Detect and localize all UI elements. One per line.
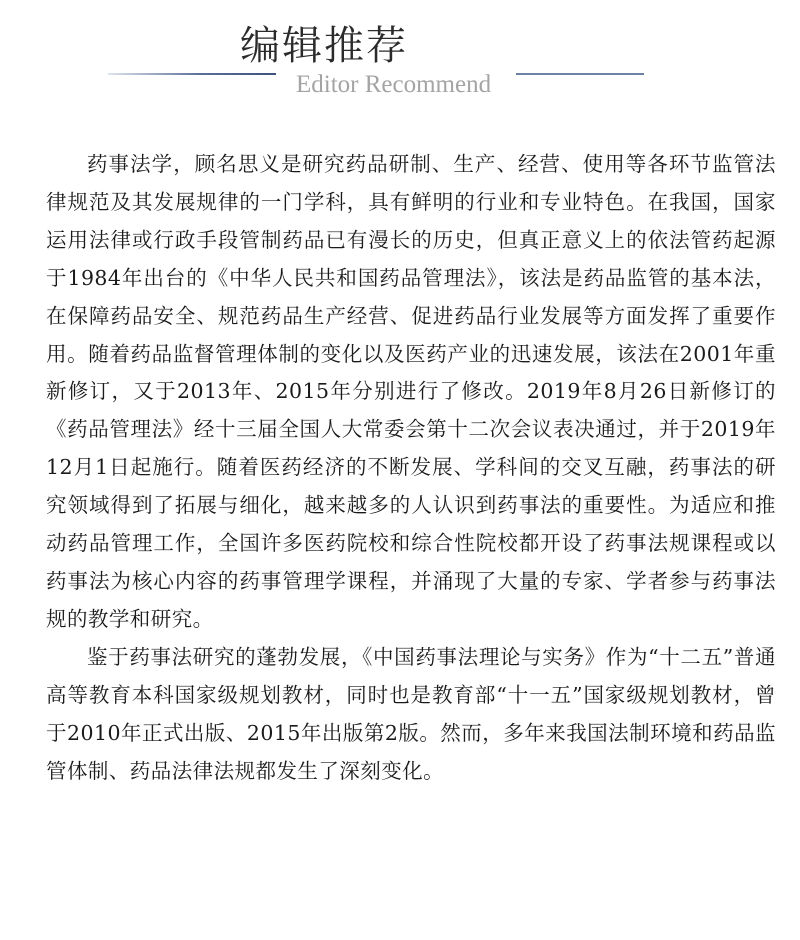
section-subtitle: Editor Recommend <box>296 71 492 98</box>
article-paragraph: 药事法学，顾名思义是研究药品研制、生产、经营、使用等各环节监管法律规范及其发展规律的一门学科，具有鲜明的行业和专业特色。在我国，国家运用法律或行政手段管制药品已有漫长的历史，但真正意义上的依法管药起源于1984年出台的《中华人民共和国药品管理法》，该法是药品监管的基本法，在保障药品安全、规范药品生产经营、促进药品行业发展等方面发挥了重要作用。随着药品监督管理体制的变化以及医药产业的迅速发展，该法在2001年重新修订，又于2013年、2015年分别进行了修改。2019年8月26日新修订的《药品管理法》经十三届全国人大常委会第十二次会议表决通过，并于2019年12月1日起施行。随着医药经济的不断发展、学科间的交叉互融，药事法的研究领域得到了拓展与细化，越来越多的人认识到药事法的重要性。为适应和推动药品管理工作，全国许多医药院校和综合性院校都开设了药事法规课程或以药事法为核心内容的药事管理学课程，并涌现了大量的专家、学者参与药事法规的教学和研究。 <box>46 152 776 631</box>
article-paragraph: 鉴于药事法研究的蓬勃发展，《中国药事法理论与实务》作为“十二五”普通高等教育本科国家级规划教材，同时也是教育部“十一五”国家级规划教材，曾于2010年正式出版、2015年出版第2版。然而，多年来我国法制环境和药品监管体制、药品法律法规都发生了深刻变化。 <box>46 644 776 783</box>
article-body <box>46 146 776 790</box>
section-header <box>0 0 800 110</box>
section-title: 编辑推荐 <box>240 23 408 69</box>
header-divider-right <box>516 73 644 75</box>
